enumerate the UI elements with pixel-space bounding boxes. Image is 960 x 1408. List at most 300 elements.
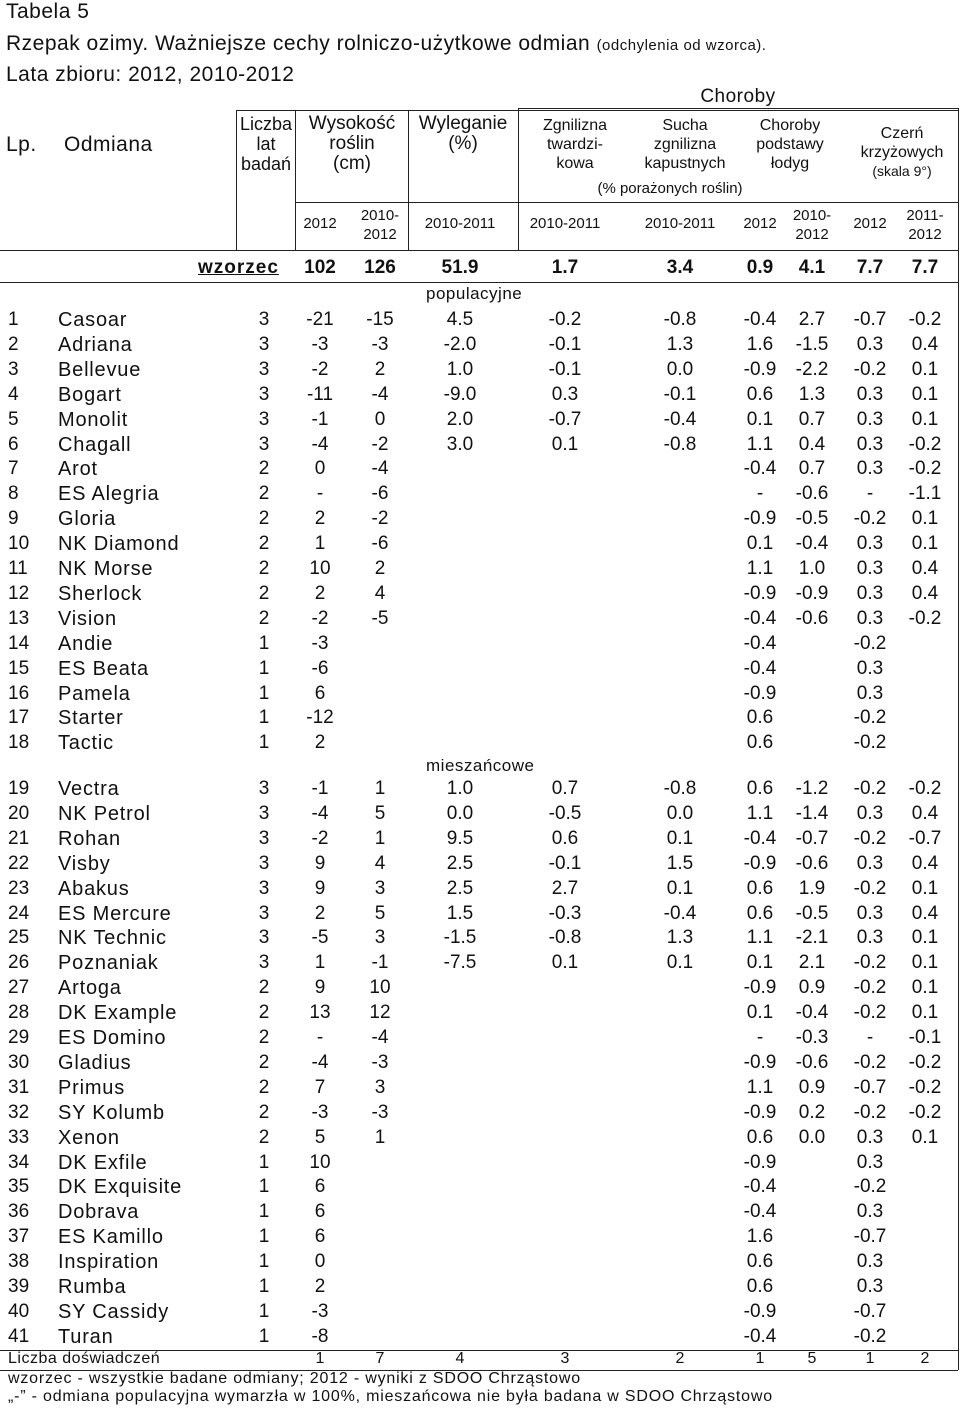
row-value-cz12: -0.7 [853, 1076, 887, 1098]
row-value-cz12: 0.3 [856, 582, 884, 604]
row-value-h1012: -1 [371, 952, 389, 974]
year-header-8: 2011- 2012 [906, 207, 944, 243]
row-value-cz12: 0.3 [856, 458, 884, 480]
row-value-cp1012: 1.3 [798, 383, 826, 405]
row-value-zg: 0.3 [551, 383, 579, 405]
row-value-cz12: -0.2 [853, 632, 887, 654]
section-mieszancowe: mieszańcowe [426, 756, 535, 775]
row-value-cp12: -0.4 [743, 632, 777, 654]
row-lp: 9 [8, 508, 19, 530]
row-value-zg: -0.5 [548, 802, 582, 824]
row-liczba-lat: 2 [258, 582, 270, 604]
row-value-wyl: 2.0 [446, 408, 474, 430]
row-liczba-lat: 1 [258, 682, 270, 704]
row-value-cp1012: -0.3 [795, 1027, 829, 1048]
row-value-h12: -3 [311, 333, 329, 355]
table-number: Tabela 5 [6, 0, 90, 23]
table-row [0, 334, 960, 359]
row-value-cz12: 0.3 [856, 1151, 884, 1173]
row-value-h12: 7 [314, 1076, 326, 1098]
doswiadczenia-value-7: 1 [865, 1350, 875, 1367]
row-value-cz1112: 0.1 [911, 1002, 939, 1024]
row-value-su: -0.8 [663, 778, 697, 799]
row-value-h12: 6 [314, 1176, 326, 1198]
row-value-h1012: -4 [371, 1027, 389, 1048]
header-lp: Lp. [6, 133, 37, 156]
table-row [0, 458, 960, 483]
row-lp: 33 [8, 1126, 30, 1148]
row-value-cp12: 0.6 [746, 707, 774, 729]
row-variety-name: Adriana [58, 333, 133, 356]
row-variety-name: NK Technic [58, 927, 167, 950]
row-liczba-lat: 3 [258, 927, 270, 949]
row-value-cp1012: -0.6 [795, 852, 829, 874]
row-liczba-lat: 1 [258, 1300, 270, 1322]
table-row [0, 828, 960, 853]
year-header-6: 2010- 2012 [792, 207, 832, 243]
wzorzec-label: wzorzec [198, 257, 279, 278]
row-value-h12: 0 [314, 1251, 326, 1273]
row-variety-name: Abakus [58, 877, 130, 900]
row-value-cz12: -0.2 [853, 707, 887, 729]
row-variety-name: DK Exfile [58, 1151, 148, 1174]
row-value-h1012: -4 [371, 383, 389, 405]
table-title [6, 32, 766, 56]
row-value-cp12: -0.9 [743, 682, 777, 704]
table-row [0, 1201, 960, 1226]
row-value-zg: -0.1 [548, 358, 582, 380]
row-liczba-lat: 1 [258, 657, 270, 679]
table-row [0, 309, 960, 334]
row-value-h12: -1 [311, 408, 329, 430]
row-value-zg: -0.2 [548, 309, 582, 330]
row-liczba-lat: 2 [258, 607, 270, 629]
row-value-cz12: -0.2 [853, 1176, 887, 1198]
row-value-cp12: -0.4 [743, 1176, 777, 1198]
row-lp: 19 [8, 778, 30, 799]
row-value-su: 0.0 [666, 802, 694, 824]
row-lp: 15 [8, 657, 30, 679]
row-value-h1012: -2 [371, 508, 389, 530]
row-variety-name: Poznaniak [58, 952, 159, 975]
row-value-cz12: 0.3 [856, 682, 884, 704]
table-row [0, 434, 960, 459]
row-value-su: 0.0 [666, 358, 694, 380]
row-value-h1012: -2 [371, 433, 389, 455]
row-value-h12: 2 [314, 508, 326, 530]
doswiadczenia-value-2: 4 [455, 1350, 465, 1367]
row-lp: 4 [8, 383, 19, 405]
row-value-cp1012: 2.7 [798, 309, 826, 330]
table-row [0, 359, 960, 384]
row-variety-name: Pamela [58, 682, 131, 705]
row-value-wyl: 1.0 [446, 358, 474, 380]
row-variety-name: Bellevue [58, 358, 142, 381]
row-variety-name: Dobrava [58, 1201, 140, 1224]
row-value-su: 0.1 [666, 877, 694, 899]
row-value-h1012: 2 [374, 558, 386, 579]
row-value-h12: 9 [314, 877, 326, 899]
row-value-h1012: -3 [371, 1051, 389, 1073]
row-lp: 1 [8, 309, 19, 330]
wzorzec-value-1: 126 [364, 257, 396, 278]
row-value-wyl: -2.0 [443, 333, 477, 355]
row-lp: 26 [8, 952, 30, 974]
row-value-h12: 10 [309, 1151, 331, 1173]
year-header-3: 2010-2011 [529, 215, 601, 232]
row-lp: 39 [8, 1276, 30, 1297]
row-value-h1012: 2 [374, 358, 386, 380]
row-value-cz12: 0.3 [856, 533, 884, 555]
row-variety-name: NK Petrol [58, 802, 151, 825]
row-value-cz12: -0.2 [853, 1002, 887, 1024]
row-lp: 7 [8, 458, 19, 480]
row-lp: 40 [8, 1300, 30, 1322]
table-row [0, 1301, 960, 1326]
wzorzec-value-7: 7.7 [856, 257, 884, 278]
row-value-cz12: -0.7 [853, 1300, 887, 1322]
row-value-cz1112: -0.2 [908, 1101, 942, 1123]
year-header-0: 2012 [303, 215, 337, 232]
row-value-cp12: 1.1 [746, 558, 774, 579]
row-value-wyl: 1.5 [446, 902, 474, 924]
row-variety-name: Arot [58, 458, 98, 481]
footnote-2: „-” - odmiana populacyjna wymarzła w 100%, mieszańcowa nie była badana w SDOO Chrząstowo [8, 1388, 773, 1405]
row-value-h12: -21 [306, 309, 334, 330]
row-value-cz1112: 0.1 [911, 383, 939, 405]
row-variety-name: NK Morse [58, 558, 154, 580]
row-value-cp12: 0.6 [746, 1251, 774, 1273]
header-liczba: Liczba lat badań [239, 114, 293, 174]
row-value-su: 0.1 [666, 827, 694, 849]
row-value-cz1112: 0.4 [911, 852, 939, 874]
row-value-cz12: -0.2 [853, 877, 887, 899]
row-value-cp1012: 1.0 [798, 558, 826, 579]
row-value-cp1012: -1.5 [795, 333, 829, 355]
year-header-1: 2010- 2012 [360, 207, 400, 243]
row-value-cz1112: 0.1 [911, 533, 939, 555]
row-variety-name: Andie [58, 632, 114, 655]
table-row [0, 558, 960, 583]
row-value-cz1112: 0.1 [911, 358, 939, 380]
row-value-cp12: 1.1 [746, 802, 774, 824]
row-value-h1012: 1 [374, 1126, 386, 1148]
header-czern-krzyzowych: Czerń krzyżowych (skala 9°) [860, 125, 944, 179]
row-value-cz12: 0.3 [856, 607, 884, 629]
header-sucha-zgnilizna: Sucha zgnilizna kapustnych [644, 117, 726, 172]
wzorzec-value-2: 51.9 [441, 257, 479, 278]
row-value-cz1112: 0.4 [911, 333, 939, 355]
row-liczba-lat: 3 [258, 952, 270, 974]
row-liczba-lat: 2 [258, 1002, 270, 1024]
table-row [0, 878, 960, 903]
row-variety-name: Rumba [58, 1276, 127, 1298]
row-variety-name: Tactic [58, 732, 114, 755]
row-value-cp12: - [756, 483, 764, 505]
row-variety-name: Starter [58, 707, 124, 730]
row-value-h1012: 0 [374, 408, 386, 430]
row-value-h12: -3 [311, 632, 329, 654]
row-value-cz12: 0.3 [856, 1126, 884, 1148]
table-years: Lata zbioru: 2012, 2010-2012 [6, 63, 295, 86]
row-value-cp12: 0.1 [746, 533, 774, 555]
row-value-cz12: -0.7 [853, 1226, 887, 1248]
row-liczba-lat: 3 [258, 333, 270, 355]
row-value-cz1112: -0.2 [908, 433, 942, 455]
row-variety-name: DK Exquisite [58, 1176, 183, 1199]
row-value-h1012: -5 [371, 607, 389, 629]
row-value-cp1012: -0.9 [795, 582, 829, 604]
table-row [0, 633, 960, 658]
row-lp: 22 [8, 852, 30, 874]
row-value-h1012: 3 [374, 877, 386, 899]
row-value-cz12: 0.3 [856, 1251, 884, 1273]
row-value-zg: 0.1 [551, 433, 579, 455]
table-row [0, 1251, 960, 1276]
row-lp: 24 [8, 902, 30, 924]
row-lp: 14 [8, 632, 30, 654]
row-value-cp1012: -0.7 [795, 827, 829, 849]
row-variety-name: Artoga [58, 977, 122, 1000]
row-value-zg: -0.8 [548, 927, 582, 949]
row-value-h12: 9 [314, 977, 326, 999]
row-lp: 36 [8, 1201, 30, 1223]
row-value-h1012: 1 [374, 827, 386, 849]
row-liczba-lat: 3 [258, 827, 270, 849]
row-value-cp1012: 1.9 [798, 877, 826, 899]
row-value-su: -0.8 [663, 433, 697, 455]
row-value-h1012: 5 [374, 902, 386, 924]
table-row [0, 1152, 960, 1177]
row-lp: 17 [8, 707, 30, 729]
row-value-cz1112: -0.2 [908, 607, 942, 629]
row-liczba-lat: 1 [258, 1151, 270, 1173]
table-row [0, 384, 960, 409]
row-variety-name: ES Domino [58, 1027, 167, 1049]
row-value-cp12: -0.4 [743, 1201, 777, 1223]
row-value-cp12: 0.1 [746, 952, 774, 974]
row-value-cp12: -0.4 [743, 1325, 777, 1347]
row-lp: 8 [8, 483, 19, 505]
row-value-cz1112: 0.1 [911, 877, 939, 899]
vline-zgnilizna [518, 108, 519, 250]
row-value-cp1012: -1.4 [795, 802, 829, 824]
table-row [0, 977, 960, 1002]
row-value-cz1112: -0.1 [908, 1027, 942, 1048]
row-value-h12: -3 [311, 1300, 329, 1322]
row-value-cp12: -0.9 [743, 508, 777, 530]
row-value-h12: -2 [311, 358, 329, 380]
choroby-top-line [518, 108, 958, 109]
row-liczba-lat: 1 [258, 1176, 270, 1198]
row-value-cz1112: 0.4 [911, 582, 939, 604]
row-value-h12: 13 [309, 1002, 331, 1024]
header-porazonych: (% porażonych roślin) [597, 180, 743, 197]
row-liczba-lat: 1 [258, 732, 270, 754]
row-lp: 32 [8, 1101, 30, 1123]
row-variety-name: Turan [58, 1325, 114, 1348]
row-liczba-lat: 3 [258, 383, 270, 405]
row-value-cp12: - [756, 1027, 764, 1048]
row-value-cz12: -0.2 [853, 827, 887, 849]
table-row [0, 508, 960, 533]
row-variety-name: Casoar [58, 309, 128, 331]
table-row [0, 483, 960, 508]
row-value-cz12: -0.2 [853, 778, 887, 799]
row-value-cz12: -0.2 [853, 1101, 887, 1123]
row-value-su: 0.1 [666, 952, 694, 974]
row-value-zg: 0.7 [551, 778, 579, 799]
doswiadczenia-value-0: 1 [315, 1350, 325, 1367]
row-variety-name: Gloria [58, 508, 117, 531]
row-lp: 41 [8, 1325, 30, 1347]
row-value-zg: 0.6 [551, 827, 579, 849]
row-liczba-lat: 1 [258, 1251, 270, 1273]
row-value-cz12: 0.3 [856, 1276, 884, 1297]
row-liczba-lat: 1 [258, 632, 270, 654]
row-value-h12: 1 [314, 533, 326, 555]
row-value-cz12: 0.3 [856, 657, 884, 679]
header-odmiana: Odmiana [64, 133, 153, 156]
row-value-h12: 2 [314, 1276, 326, 1297]
row-variety-name: Monolit [58, 408, 129, 431]
row-value-h1012: 4 [374, 852, 386, 874]
row-lp: 13 [8, 607, 30, 629]
row-value-cp12: 1.6 [746, 333, 774, 355]
row-value-cz1112: 0.1 [911, 927, 939, 949]
row-value-cz12: -0.2 [853, 732, 887, 754]
row-value-wyl: 2.5 [446, 852, 474, 874]
row-value-h12: -5 [311, 927, 329, 949]
wzorzec-value-8: 7.7 [911, 257, 939, 278]
row-value-h1012: -15 [366, 309, 394, 330]
row-value-cp12: 0.1 [746, 1002, 774, 1024]
row-value-cp1012: 0.7 [798, 408, 826, 430]
wzorzec-value-4: 3.4 [666, 257, 694, 278]
header-years-line [295, 202, 958, 203]
row-variety-name: Sherlock [58, 582, 143, 605]
row-lp: 3 [8, 358, 19, 380]
table-row [0, 778, 960, 803]
row-liczba-lat: 2 [258, 1051, 270, 1073]
row-variety-name: ES Beata [58, 657, 149, 680]
row-value-cz12: -0.2 [853, 977, 887, 999]
row-value-cz1112: 0.4 [911, 558, 939, 579]
row-value-wyl: -1.5 [443, 927, 477, 949]
row-value-zg: -0.7 [548, 408, 582, 430]
row-value-h12: 2 [314, 902, 326, 924]
table-row [0, 732, 960, 757]
wzorzec-bottom-line [0, 282, 958, 283]
doswiadczenia-value-8: 2 [920, 1350, 930, 1367]
row-value-su: -0.8 [663, 309, 697, 330]
row-value-cz1112: 0.4 [911, 802, 939, 824]
row-value-cp12: -0.4 [743, 827, 777, 849]
row-liczba-lat: 2 [258, 1027, 270, 1048]
row-lp: 28 [8, 1002, 30, 1024]
row-liczba-lat: 2 [258, 1126, 270, 1148]
row-liczba-lat: 2 [258, 508, 270, 530]
row-variety-name: Xenon [58, 1126, 120, 1149]
row-value-cz12: -0.2 [853, 508, 887, 530]
row-value-cz1112: -0.7 [908, 827, 942, 849]
table-row [0, 1226, 960, 1251]
row-value-cp1012: 0.2 [798, 1101, 826, 1123]
row-lp: 23 [8, 877, 30, 899]
year-header-7: 2012 [853, 215, 887, 232]
row-value-h1012: 12 [369, 1002, 391, 1024]
table-row [0, 903, 960, 928]
row-value-cz12: - [866, 483, 874, 505]
table-row [0, 1077, 960, 1102]
row-value-su: 1.5 [666, 852, 694, 874]
row-value-cp12: 0.6 [746, 732, 774, 754]
year-header-4: 2010-2011 [644, 215, 716, 232]
row-value-cp12: -0.9 [743, 852, 777, 874]
table-row [0, 683, 960, 708]
table-row [0, 803, 960, 828]
row-value-h12: 0 [314, 458, 326, 480]
row-liczba-lat: 2 [258, 533, 270, 555]
row-variety-name: SY Kolumb [58, 1101, 165, 1124]
doswiadczenia-value-5: 1 [755, 1350, 765, 1367]
table-row [0, 927, 960, 952]
table-row [0, 409, 960, 434]
row-value-cz1112: 0.1 [911, 1126, 939, 1148]
row-lp: 34 [8, 1151, 30, 1173]
row-value-h1012: 3 [374, 1076, 386, 1098]
row-lp: 31 [8, 1076, 30, 1098]
row-value-cz12: -0.2 [853, 358, 887, 380]
row-liczba-lat: 3 [258, 433, 270, 455]
row-value-cz12: -0.7 [853, 309, 887, 330]
row-value-cp1012: -0.6 [795, 483, 829, 505]
row-lp: 25 [8, 927, 30, 949]
row-liczba-lat: 3 [258, 877, 270, 899]
row-value-h12: 1 [314, 952, 326, 974]
row-value-cp12: 0.6 [746, 1276, 774, 1297]
row-value-zg: -0.1 [548, 852, 582, 874]
row-value-h12: -2 [311, 827, 329, 849]
row-value-cp1012: -0.5 [795, 902, 829, 924]
row-value-h12: -4 [311, 802, 329, 824]
row-lp: 16 [8, 682, 30, 704]
row-value-zg: 0.1 [551, 952, 579, 974]
row-value-cz1112: 0.1 [911, 977, 939, 999]
row-liczba-lat: 2 [258, 558, 270, 579]
row-lp: 5 [8, 408, 19, 430]
row-value-cz1112: -0.2 [908, 1076, 942, 1098]
row-variety-name: ES Kamillo [58, 1226, 164, 1249]
row-variety-name: Vision [58, 607, 117, 630]
row-lp: 27 [8, 977, 30, 999]
table-row [0, 1027, 960, 1052]
row-value-cz1112: 0.1 [911, 508, 939, 530]
row-variety-name: Chagall [58, 433, 132, 456]
row-variety-name: Visby [58, 852, 111, 875]
row-liczba-lat: 3 [258, 902, 270, 924]
row-value-cp12: 0.6 [746, 877, 774, 899]
row-lp: 38 [8, 1251, 30, 1273]
row-value-cp12: -0.9 [743, 1300, 777, 1322]
header-choroby: Choroby [700, 86, 776, 107]
row-value-su: 1.3 [666, 333, 694, 355]
row-value-cp12: -0.4 [743, 607, 777, 629]
row-value-cp12: 0.1 [746, 408, 774, 430]
row-lp: 6 [8, 433, 19, 455]
row-value-h12: -12 [306, 707, 334, 729]
row-liczba-lat: 1 [258, 707, 270, 729]
